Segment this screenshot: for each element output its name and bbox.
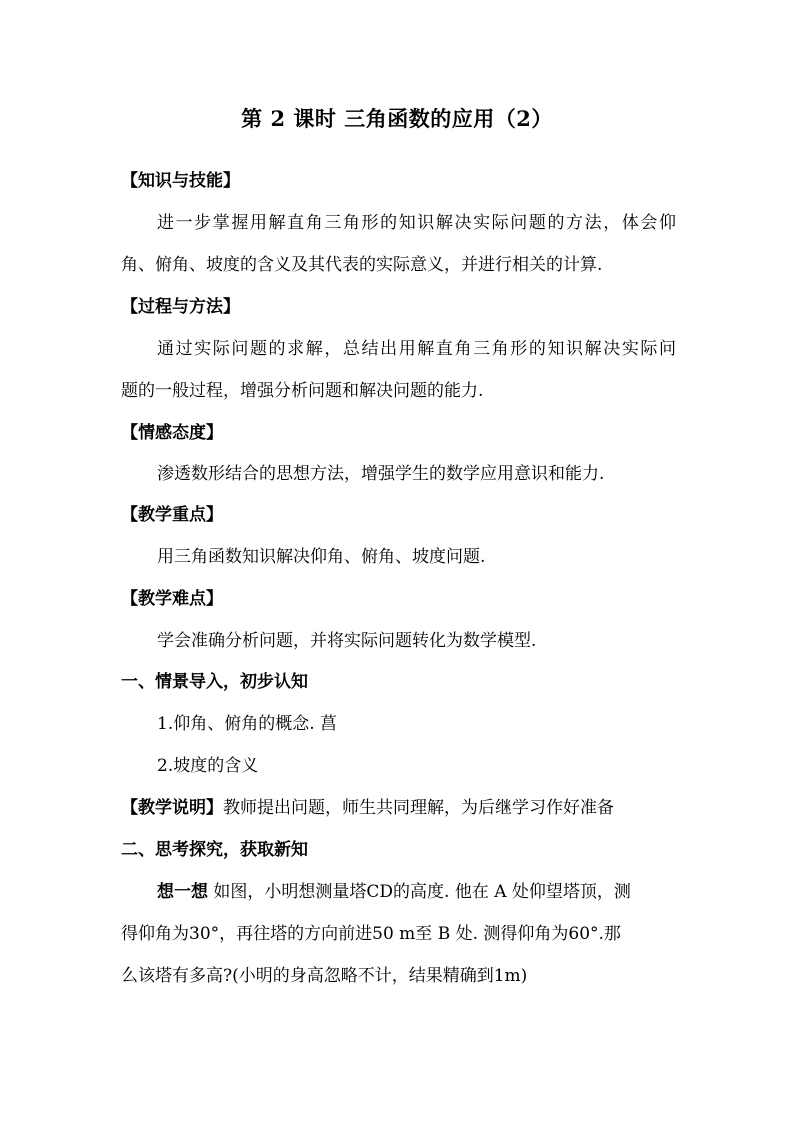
part1-list-item-1-extra: 菖 [320, 714, 338, 734]
knowledge-text-line-2: 角、俯角、坡度的含义及其代表的实际意义，并进行相关的计算. [121, 255, 603, 275]
section-heading-difficulties: 【教学难点】 [121, 589, 223, 609]
part2-problem-line-2: 得仰角为30°，再往塔的方向前进50 m至 B 处. 测得仰角为60°.那 [121, 924, 621, 944]
part1-list-item-1 [157, 713, 337, 735]
part1-teaching-note [121, 797, 614, 819]
part2-problem-line-3: 么该塔有多高?(小明的身高忽略不计，结果精确到1m) [121, 966, 528, 986]
process-text-line-2: 题的一般过程，增强分析问题和解决问题的能力. [121, 381, 484, 401]
section-heading-key-points: 【教学重点】 [121, 505, 223, 525]
knowledge-text-line-1: 进一步掌握用解直角三角形的知识解决实际问题的方法，体会仰 [157, 213, 676, 233]
think-label: 想一想 [157, 882, 208, 902]
difficulties-text: 学会准确分析问题，并将实际问题转化为数学模型. [157, 631, 537, 651]
process-text-line-1: 通过实际问题的求解，总结出用解直角三角形的知识解决实际问 [157, 339, 676, 359]
problem-line-1-text: 如图，小明想测量塔CD的高度. 他在 A 处仰望塔顶，测 [208, 882, 631, 902]
section-heading-attitude: 【情感态度】 [121, 423, 223, 443]
part2-heading: 二、思考探究，获取新知 [121, 840, 308, 860]
page-title: 第 2 课时 三角函数的应用（2） [241, 106, 553, 131]
teaching-note-label: 【教学说明】 [121, 798, 223, 818]
attitude-text: 渗透数形结合的思想方法，增强学生的数学应用意识和能力. [157, 464, 605, 484]
part1-heading: 一、情景导入，初步认知 [121, 672, 308, 692]
teaching-note-text: 教师提出问题，师生共同理解，为后继学习作好准备 [223, 798, 614, 818]
part1-list-item-2: 2.坡度的含义 [157, 756, 259, 776]
section-heading-knowledge: 【知识与技能】 [121, 171, 240, 191]
section-heading-process: 【过程与方法】 [121, 297, 240, 317]
part2-problem-line-1 [157, 881, 631, 903]
part1-list-item-1-text: 1.仰角、俯角的概念. [157, 714, 315, 734]
key-points-text: 用三角函数知识解决仰角、俯角、坡度问题. [157, 547, 486, 567]
